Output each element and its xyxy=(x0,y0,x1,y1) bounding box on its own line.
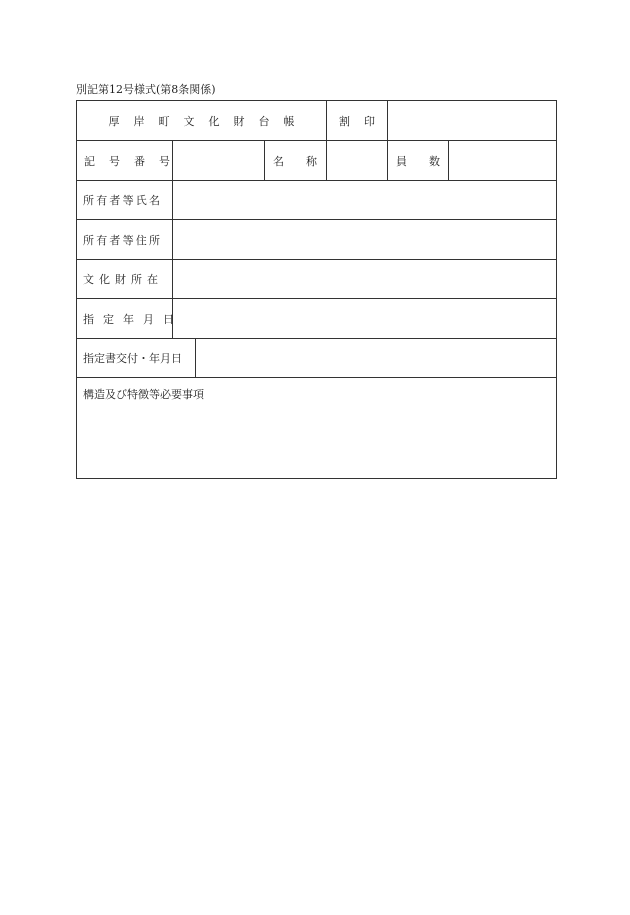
owner-address-field[interactable] xyxy=(173,220,556,259)
location-label: 文化財所在 xyxy=(83,273,163,286)
designation-date-field[interactable] xyxy=(173,299,556,338)
designation-date-label-cell xyxy=(77,299,183,338)
owner-name-row xyxy=(77,181,556,220)
name-label: 名称 xyxy=(273,154,339,168)
symbol-number-field[interactable] xyxy=(173,141,265,180)
owner-address-label-cell xyxy=(77,220,173,259)
location-row xyxy=(77,260,556,299)
certificate-date-field[interactable] xyxy=(196,339,556,377)
form-caption: 別記第12号様式(第8条関係) xyxy=(76,83,216,96)
owner-name-label-cell xyxy=(77,181,173,219)
name-label-cell xyxy=(265,141,339,180)
stamp-field[interactable] xyxy=(388,101,556,140)
location-label-cell xyxy=(77,260,173,298)
designation-date-row xyxy=(77,299,556,339)
stamp-label: 割印 xyxy=(339,114,389,128)
title-row xyxy=(77,101,556,141)
symbol-number-label: 記号番号 xyxy=(84,154,184,168)
owner-address-row xyxy=(77,220,556,260)
location-field[interactable] xyxy=(173,260,556,298)
register-title-cell xyxy=(77,101,327,140)
cultural-property-register-form xyxy=(76,100,557,479)
owner-address-label: 所有者等住所 xyxy=(83,233,163,247)
features-label: 構造及び特徴等必要事項 xyxy=(83,388,204,401)
register-title: 厚岸町文化財台帳 xyxy=(108,114,309,128)
identification-row xyxy=(77,141,556,181)
owner-name-field[interactable] xyxy=(173,181,556,219)
count-field[interactable] xyxy=(449,141,556,180)
designation-date-label: 指定年月日 xyxy=(83,312,183,326)
count-label: 員数 xyxy=(396,154,462,168)
owner-name-label: 所有者等氏名 xyxy=(83,194,163,207)
certificate-date-row xyxy=(77,339,556,378)
count-label-cell xyxy=(388,141,462,180)
symbol-number-label-cell xyxy=(77,141,184,180)
certificate-date-label: 指定書交付・年月日 xyxy=(83,352,182,365)
stamp-label-cell xyxy=(327,101,388,140)
features-row[interactable] xyxy=(77,378,556,478)
name-field[interactable] xyxy=(327,141,388,180)
certificate-date-label-cell xyxy=(77,339,196,377)
